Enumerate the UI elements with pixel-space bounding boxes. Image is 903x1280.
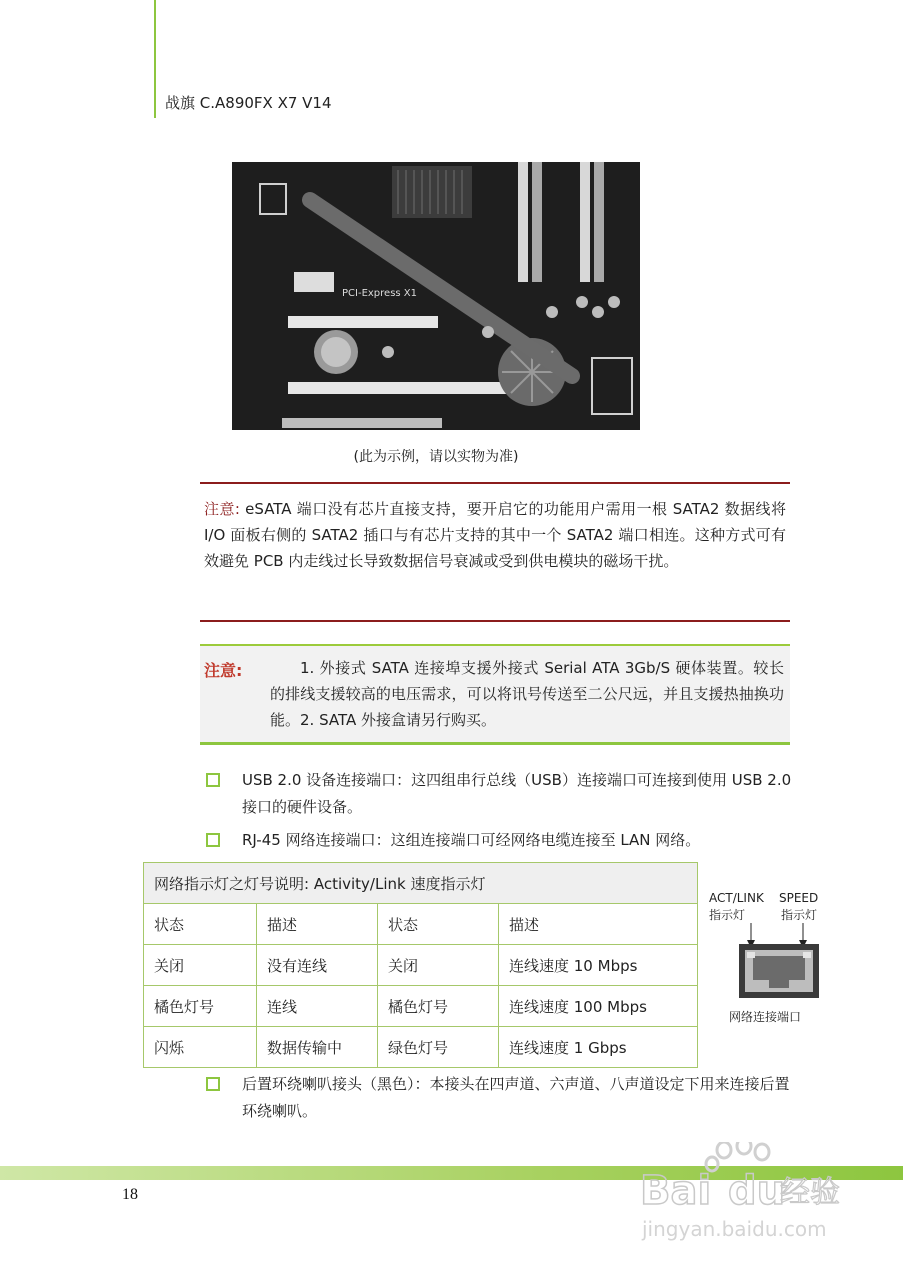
note-esata-text: eSATA 端口没有芯片直接支持，要开启它的功能用户需用一根 SATA2 数据线将 I/O 面板右侧的 SATA2 插口与有芯片支持的其中一个 SATA2 端口相连。这种方式可有效避免 PCB 内走线过长导致数据信号衰减或受到供电模块的磁场干扰。 [204,500,786,570]
column-header: 描述 [257,904,378,945]
table-cell: 闪烁 [144,1027,257,1068]
table-row [144,986,698,1027]
watermark-brand: Bai [640,1168,712,1214]
note-external-sata-text: 1. 外接式 SATA 连接埠支援外接式 Serial ATA 3Gb/S 硬体装置。较长的排线支援较高的电压需求，可以将讯号传送至二公尺远，并且支援热抽换功能。2. SATA 外接盒请另行购买。 [270,659,784,729]
table-row [144,1027,698,1068]
table-cell: 连线速度 1 Gbps [499,1027,698,1068]
table-title: 网络指示灯之灯号说明: Activity/Link 速度指示灯 [144,863,698,904]
table-row [144,945,698,986]
note-esata-paragraph [204,496,786,574]
table-header-row [144,904,698,945]
table-cell: 连线速度 100 Mbps [499,986,698,1027]
bullet-rj45: RJ-45 网络连接端口：这组连接端口可经网络电缆连接至 LAN 网络。 [242,831,701,849]
motherboard-photo [232,162,640,430]
rj45-port-diagram [705,888,835,1038]
note-esata [200,482,790,622]
column-header: 状态 [144,904,257,945]
bullet-usb: USB 2.0 设备连接端口：这四组串行总线（USB）连接端口可连接到使用 USB 2.0 接口的硬件设备。 [242,771,792,816]
table-cell: 数据传输中 [257,1027,378,1068]
watermark-url: jingyan.baidu.com [642,1217,827,1241]
table-cell: 没有连线 [257,945,378,986]
table-cell: 关闭 [378,945,499,986]
note-external-sata [200,644,790,745]
table-cell: 橘色灯号 [378,986,499,1027]
table-cell: 关闭 [144,945,257,986]
motherboard-illustration [232,162,640,430]
rj45-port-illustration [705,888,835,1038]
table-cell: 绿色灯号 [378,1027,499,1068]
header-accent-line [154,0,156,118]
table-cell: 橘色灯号 [144,986,257,1027]
bullet-rear-speaker: 后置环绕喇叭接头（黑色）：本接头在四声道、六声道、八声道设定下用来连接后置环绕喇叭。 [242,1075,790,1120]
note-esata-label: 注意: [204,500,240,518]
column-header: 描述 [499,904,698,945]
speed-label: SPEED [779,891,819,905]
baidu-paw-logo [640,1142,870,1246]
port-caption: 网络连接端口 [729,1010,802,1024]
act-link-sublabel: 指示灯 [709,908,746,922]
page-number: 18 [122,1186,138,1203]
column-header: 状态 [378,904,499,945]
table-title-row [144,863,698,904]
checkbox-bullet-icon [206,773,220,787]
speed-sublabel: 指示灯 [781,908,818,922]
table-cell: 连线 [257,986,378,1027]
note-external-sata-label: 注意: [204,661,243,680]
watermark-brand-cn: 经验 [780,1175,840,1210]
checkbox-bullet-icon [206,833,220,847]
image-caption: (此为示例，请以实物为准) [353,449,519,465]
checkbox-bullet-icon [206,1077,220,1091]
pcie-slot-label: PCI-Express X1 [342,288,418,299]
header-title: 战旗 C.A890FX X7 V14 [165,94,332,112]
baidu-watermark [640,1142,870,1246]
table-cell: 连线速度 10 Mbps [499,945,698,986]
network-led-table [143,862,698,1068]
act-link-label: ACT/LINK [709,891,764,905]
watermark-brand-suffix: du [728,1168,786,1214]
